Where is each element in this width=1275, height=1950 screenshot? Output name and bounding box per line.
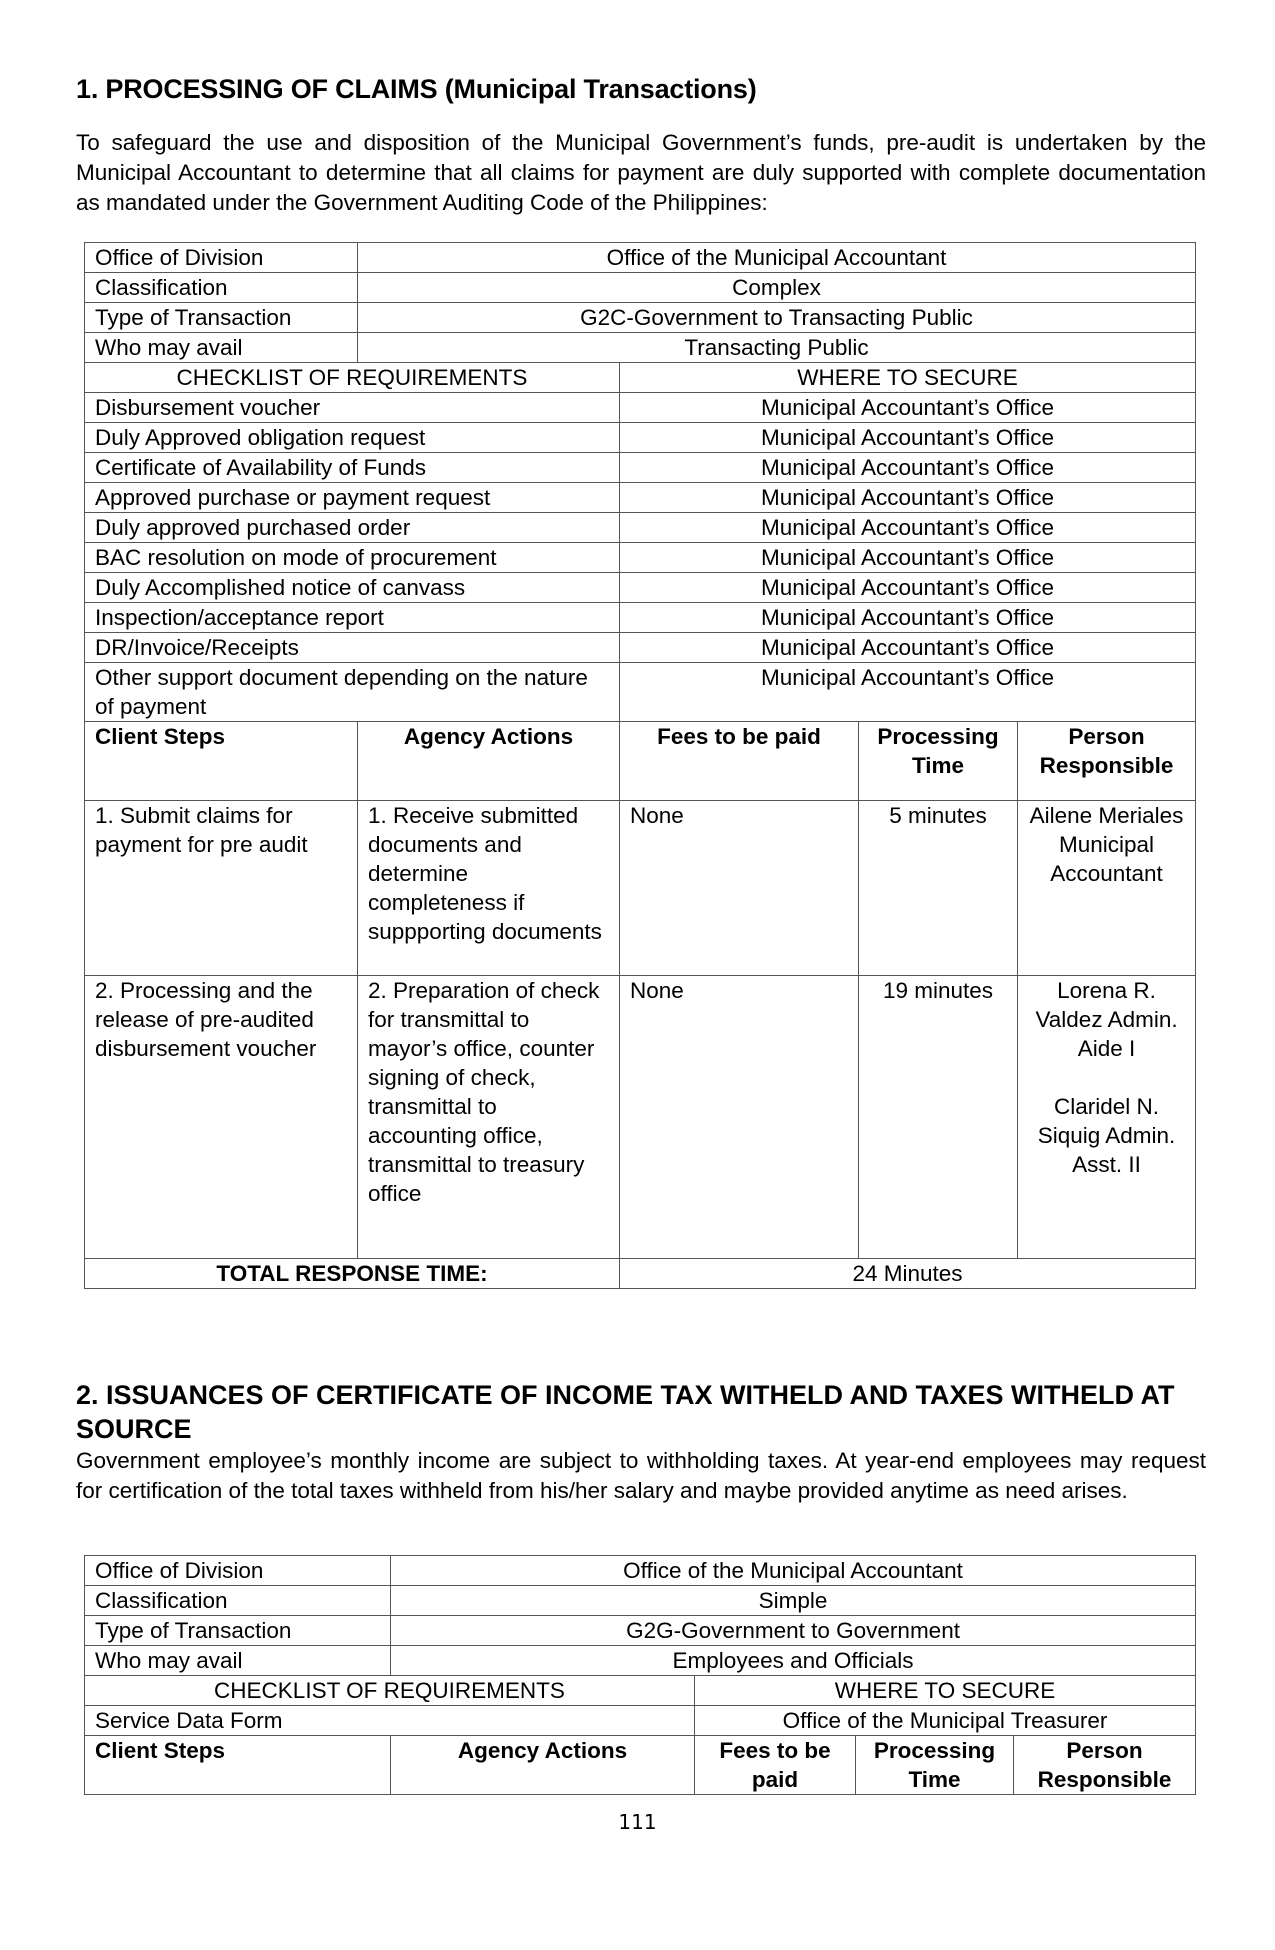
client-step: 1. Submit claims for payment for pre audit	[85, 801, 358, 976]
requirement-where: Municipal Accountant’s Office	[620, 573, 1196, 603]
page-number: 111	[618, 1810, 657, 1834]
requirement-where: Municipal Accountant’s Office	[620, 393, 1196, 423]
requirement-row	[85, 1706, 1196, 1736]
requirement-row	[85, 573, 1196, 603]
agency-actions-header: Agency Actions	[391, 1736, 695, 1795]
requirement-row	[85, 633, 1196, 663]
requirement-item: Approved purchase or payment request	[85, 483, 620, 513]
person-2: Claridel N. Siquig Admin. Asst. II	[1037, 1094, 1176, 1177]
requirement-item: DR/Invoice/Receipts	[85, 633, 620, 663]
info-row	[85, 273, 1196, 303]
info-value: Office of the Municipal Accountant	[391, 1556, 1196, 1586]
requirement-row	[85, 393, 1196, 423]
info-label: Type of Transaction	[85, 303, 358, 333]
processing-time: 5 minutes	[859, 801, 1018, 976]
requirement-item: Inspection/acceptance report	[85, 603, 620, 633]
agency-action: 1. Receive submitted documents and determine completeness if suppporting documents	[358, 801, 620, 976]
requirement-row	[85, 453, 1196, 483]
info-value: G2C-Government to Transacting Public	[358, 303, 1196, 333]
processing-time: 19 minutes	[859, 976, 1018, 1259]
requirement-where: Municipal Accountant’s Office	[620, 423, 1196, 453]
requirement-item: Duly Accomplished notice of canvass	[85, 573, 620, 603]
requirement-where: Municipal Accountant’s Office	[620, 603, 1196, 633]
person-1: Lorena R. Valdez Admin. Aide I	[1035, 978, 1178, 1061]
section-2-intro: Government employee’s monthly income are subject to withholding taxes. At year-end employees may request for certification of the total taxes withheld from his/her salary and maybe provided anytime as need arises.	[76, 1448, 1206, 1503]
person-responsible	[1018, 976, 1196, 1259]
person-responsible-header: Person Responsible	[1014, 1736, 1196, 1795]
requirement-item: Other support document depending on the nature of payment	[85, 663, 620, 722]
agency-action: 2. Preparation of check for transmittal to mayor’s office, counter signing of check, transmittal to accounting office, transmittal to treasury office	[358, 976, 620, 1259]
requirement-item: BAC resolution on mode of procurement	[85, 543, 620, 573]
info-label: Type of Transaction	[85, 1616, 391, 1646]
fees-header: Fees to be paid	[695, 1736, 856, 1795]
total-value: 24 Minutes	[620, 1259, 1196, 1289]
fees: None	[620, 801, 859, 976]
step-row	[85, 976, 1196, 1259]
info-label: Office of Division	[85, 243, 358, 273]
client-steps-header: Client Steps	[85, 1736, 391, 1795]
info-row	[85, 1556, 1196, 1586]
agency-actions-header: Agency Actions	[358, 722, 620, 801]
where-header: WHERE TO SECURE	[620, 363, 1196, 393]
info-value: Complex	[358, 273, 1196, 303]
requirement-where: Municipal Accountant’s Office	[620, 663, 1196, 722]
total-label: TOTAL RESPONSE TIME:	[85, 1259, 620, 1289]
info-label: Classification	[85, 1586, 391, 1616]
info-row	[85, 243, 1196, 273]
processing-time-header: Processing Time	[856, 1736, 1014, 1795]
fees: None	[620, 976, 859, 1259]
total-row	[85, 1259, 1196, 1289]
checklist-header-row	[85, 363, 1196, 393]
info-value: Transacting Public	[358, 333, 1196, 363]
requirement-row	[85, 603, 1196, 633]
info-value: G2G-Government to Government	[391, 1616, 1196, 1646]
tax-certificate-table	[84, 1555, 1196, 1795]
requirement-where: Office of the Municipal Treasurer	[695, 1706, 1196, 1736]
fees-header: Fees to be paid	[620, 722, 859, 801]
requirement-item: Certificate of Availability of Funds	[85, 453, 620, 483]
requirement-item: Duly Approved obligation request	[85, 423, 620, 453]
info-row	[85, 303, 1196, 333]
requirement-where: Municipal Accountant’s Office	[620, 453, 1196, 483]
info-row	[85, 1646, 1196, 1676]
info-label: Office of Division	[85, 1556, 391, 1586]
client-steps-header: Client Steps	[85, 722, 358, 801]
requirement-item: Disbursement voucher	[85, 393, 620, 423]
requirement-row	[85, 423, 1196, 453]
checklist-header-row	[85, 1676, 1196, 1706]
info-label: Classification	[85, 273, 358, 303]
claims-table	[84, 242, 1196, 1289]
person-responsible: Ailene Meriales Municipal Accountant	[1018, 801, 1196, 976]
requirement-row	[85, 663, 1196, 722]
info-value: Simple	[391, 1586, 1196, 1616]
section-1-intro: To safeguard the use and disposition of the Municipal Government’s funds, pre-audit is undertaken by the Municipal Accountant to determine that all claims for payment are duly supported with complete documentation as mandated under the Government Auditing Code of the Philippines:	[76, 130, 1206, 215]
info-row	[85, 1586, 1196, 1616]
step-row	[85, 801, 1196, 976]
requirement-where: Municipal Accountant’s Office	[620, 483, 1196, 513]
section-2-title: 2. ISSUANCES OF CERTIFICATE OF INCOME TAX WITHELD AND TAXES WITHELD AT SOURCE	[76, 1380, 1175, 1444]
checklist-header: CHECKLIST OF REQUIREMENTS	[85, 1676, 695, 1706]
requirement-item: Service Data Form	[85, 1706, 695, 1736]
requirement-row	[85, 483, 1196, 513]
requirement-row	[85, 543, 1196, 573]
info-label: Who may avail	[85, 333, 358, 363]
client-step: 2. Processing and the release of pre-audited disbursement voucher	[85, 976, 358, 1259]
info-value: Employees and Officials	[391, 1646, 1196, 1676]
processing-time-header: Processing Time	[859, 722, 1018, 801]
section-1-title: 1. PROCESSING OF CLAIMS (Municipal Transactions)	[76, 74, 757, 104]
info-value: Office of the Municipal Accountant	[358, 243, 1196, 273]
info-label: Who may avail	[85, 1646, 391, 1676]
info-row	[85, 1616, 1196, 1646]
requirement-item: Duly approved purchased order	[85, 513, 620, 543]
steps-header-row	[85, 722, 1196, 801]
where-header: WHERE TO SECURE	[695, 1676, 1196, 1706]
checklist-header: CHECKLIST OF REQUIREMENTS	[85, 363, 620, 393]
info-row	[85, 333, 1196, 363]
person-responsible-header: Person Responsible	[1018, 722, 1196, 801]
steps-header-row	[85, 1736, 1196, 1795]
requirement-row	[85, 513, 1196, 543]
requirement-where: Municipal Accountant’s Office	[620, 513, 1196, 543]
requirement-where: Municipal Accountant’s Office	[620, 633, 1196, 663]
requirement-where: Municipal Accountant’s Office	[620, 543, 1196, 573]
